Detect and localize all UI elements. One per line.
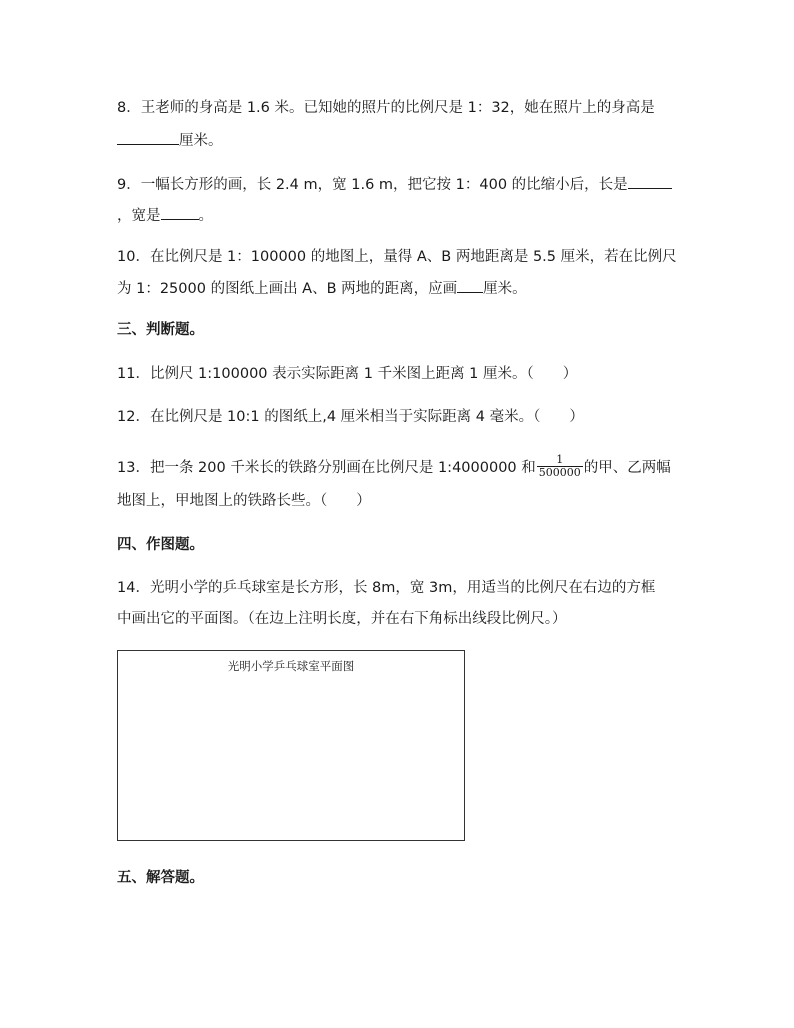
drawing-box-title: 光明小学乒乓球室平面图 [227,659,355,673]
q8-unit: 厘米。 [179,133,223,149]
q13-text: 13．把一条 200 千米长的铁路分别画在比例尺是 1:4000000 和 [117,460,536,476]
q8-answer-blank[interactable] [117,130,179,145]
q11: 11．比例尺 1:100000 表示实际距离 1 千米图上距离 1 厘米。（ ） [117,366,578,382]
q9-text: 9．一幅长方形的画，长 2.4 m，宽 1.6 m，把它按 1：400 的比缩小后，长是 [117,177,628,193]
q10-answer-blank[interactable] [457,278,483,293]
section-drawing-heading: 四、作图题。 [117,536,204,553]
q10-text: 为 1：25000 的图纸上画出 A、B 两地的距离，应画 [117,281,458,297]
q9-width-label: ，宽是 [117,208,161,224]
drawing-box[interactable] [117,650,465,841]
q13-line2: 地图上，甲地图上的铁路长些。（ ） [117,493,371,509]
q13-fraction-numerator: 1 [537,454,583,467]
q12: 12．在比例尺是 10:1 的图纸上,4 厘米相当于实际距离 4 毫米。（ ） [117,409,584,425]
q14-line1: 14．光明小学的乒乓球室是长方形，长 8m，宽 3m，用适当的比例尺在右边的方框 [117,580,656,596]
section-judgement-heading: 三、判断题。 [117,321,204,338]
q10-unit: 厘米。 [483,281,527,297]
q9-width-blank[interactable] [161,205,199,220]
q9-line1 [117,174,672,195]
q9-end: 。 [198,208,213,224]
q13-fraction [537,454,583,479]
q13-line1 [117,452,671,481]
q10-line1: 10．在比例尺是 1：100000 的地图上，量得 A、B 两地距离是 5.5 厘米，若在比例尺 [117,249,677,265]
q8-line2 [117,130,223,151]
q14-line2: 中画出它的平面图。（在边上注明长度，并在右下角标出线段比例尺。） [117,611,567,627]
q13-fraction-denominator: 500000 [538,465,581,479]
q13-text-end: 的甲、乙两幅 [583,460,671,476]
q10-line2 [117,278,527,299]
q8-line1: 8．王老师的身高是 1.6 米。已知她的照片的比例尺是 1：32，她在照片上的身高是 [117,100,655,116]
q9-length-blank[interactable] [628,174,672,189]
section-answer-heading: 五、解答题。 [117,869,204,886]
q9-line2 [117,205,213,226]
